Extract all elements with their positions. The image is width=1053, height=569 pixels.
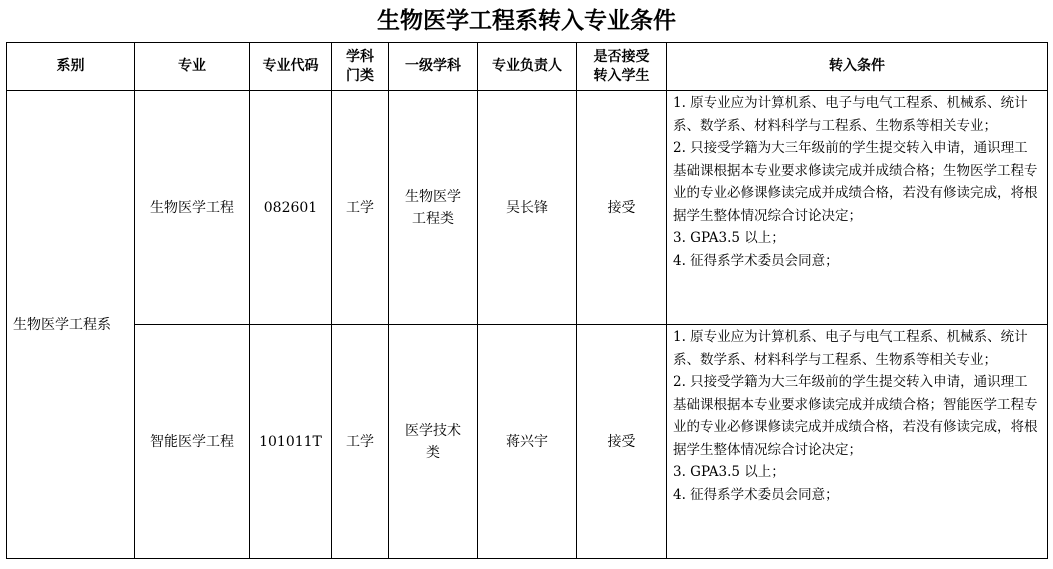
condition-item: 3. GPA3.5 以上； bbox=[673, 230, 785, 246]
header-discipline: 一级学科 bbox=[389, 43, 478, 91]
department-cell: 生物医学工程系 bbox=[7, 91, 135, 559]
accept-cell: 接受 bbox=[577, 325, 667, 559]
condition-item: 1. 原专业应为计算机系、电子与电气工程系、机械系、统计系、数学系、材料科学与工程系、生物系等相关专业； bbox=[673, 95, 1028, 134]
leader-cell: 吴长锋 bbox=[478, 91, 577, 325]
header-code: 专业代码 bbox=[250, 43, 332, 91]
header-major: 专业 bbox=[135, 43, 250, 91]
condition-item: 1. 原专业应为计算机系、电子与电气工程系、机械系、统计系、数学系、材料科学与工程系、生物系等相关专业； bbox=[673, 329, 1028, 368]
discipline-cell bbox=[389, 91, 478, 325]
condition-item: 3. GPA3.5 以上； bbox=[673, 464, 785, 480]
conditions-cell bbox=[667, 91, 1048, 325]
major-cell: 智能医学工程 bbox=[135, 325, 250, 559]
header-leader: 专业负责人 bbox=[478, 43, 577, 91]
major-cell: 生物医学工程 bbox=[135, 91, 250, 325]
conditions-cell bbox=[667, 325, 1048, 559]
discipline-line1: 生物医学 bbox=[405, 188, 461, 205]
table-row bbox=[7, 325, 1048, 559]
header-category-line2: 门类 bbox=[346, 67, 374, 84]
transfer-conditions-table bbox=[6, 42, 1048, 559]
header-accept-line1: 是否接受 bbox=[593, 48, 650, 65]
discipline-line2: 工程类 bbox=[412, 210, 454, 227]
condition-item: 4. 征得系学术委员会同意； bbox=[673, 486, 839, 503]
category-cell: 工学 bbox=[332, 91, 389, 325]
header-category bbox=[332, 43, 389, 91]
discipline-line2: 类 bbox=[426, 444, 440, 461]
header-dept: 系别 bbox=[7, 43, 135, 91]
header-conditions: 转入条件 bbox=[667, 43, 1048, 91]
code-cell: 101011T bbox=[250, 325, 332, 559]
leader-cell: 蒋兴宇 bbox=[478, 325, 577, 559]
page-title: 生物医学工程系转入专业条件 bbox=[377, 7, 676, 34]
condition-item: 2. 只接受学籍为大三年级前的学生提交转入申请，通识理工基础课根据本专业要求修读完成并成绩合格；智能医学工程专业的专业必修课修读完成并成绩合格，若没有修读完成，将根据学生整体情况综合讨论决定； bbox=[673, 374, 1038, 458]
code-cell: 082601 bbox=[250, 91, 332, 325]
condition-item: 2. 只接受学籍为大三年级前的学生提交转入申请，通识理工基础课根据本专业要求修读完成并成绩合格；生物医学工程专业的专业必修课修读完成并成绩合格，若没有修读完成，将根据学生整体情况综合讨论决定； bbox=[673, 140, 1038, 224]
accept-cell: 接受 bbox=[577, 91, 667, 325]
header-category-line1: 学科 bbox=[346, 48, 374, 65]
table-row bbox=[7, 91, 1048, 325]
condition-item: 4. 征得系学术委员会同意； bbox=[673, 252, 839, 269]
header-accept-line2: 转入学生 bbox=[593, 67, 650, 84]
discipline-cell bbox=[389, 325, 478, 559]
header-accept bbox=[577, 43, 667, 91]
discipline-line1: 医学技术 bbox=[405, 422, 461, 439]
category-cell: 工学 bbox=[332, 325, 389, 559]
header-row bbox=[7, 43, 1048, 91]
